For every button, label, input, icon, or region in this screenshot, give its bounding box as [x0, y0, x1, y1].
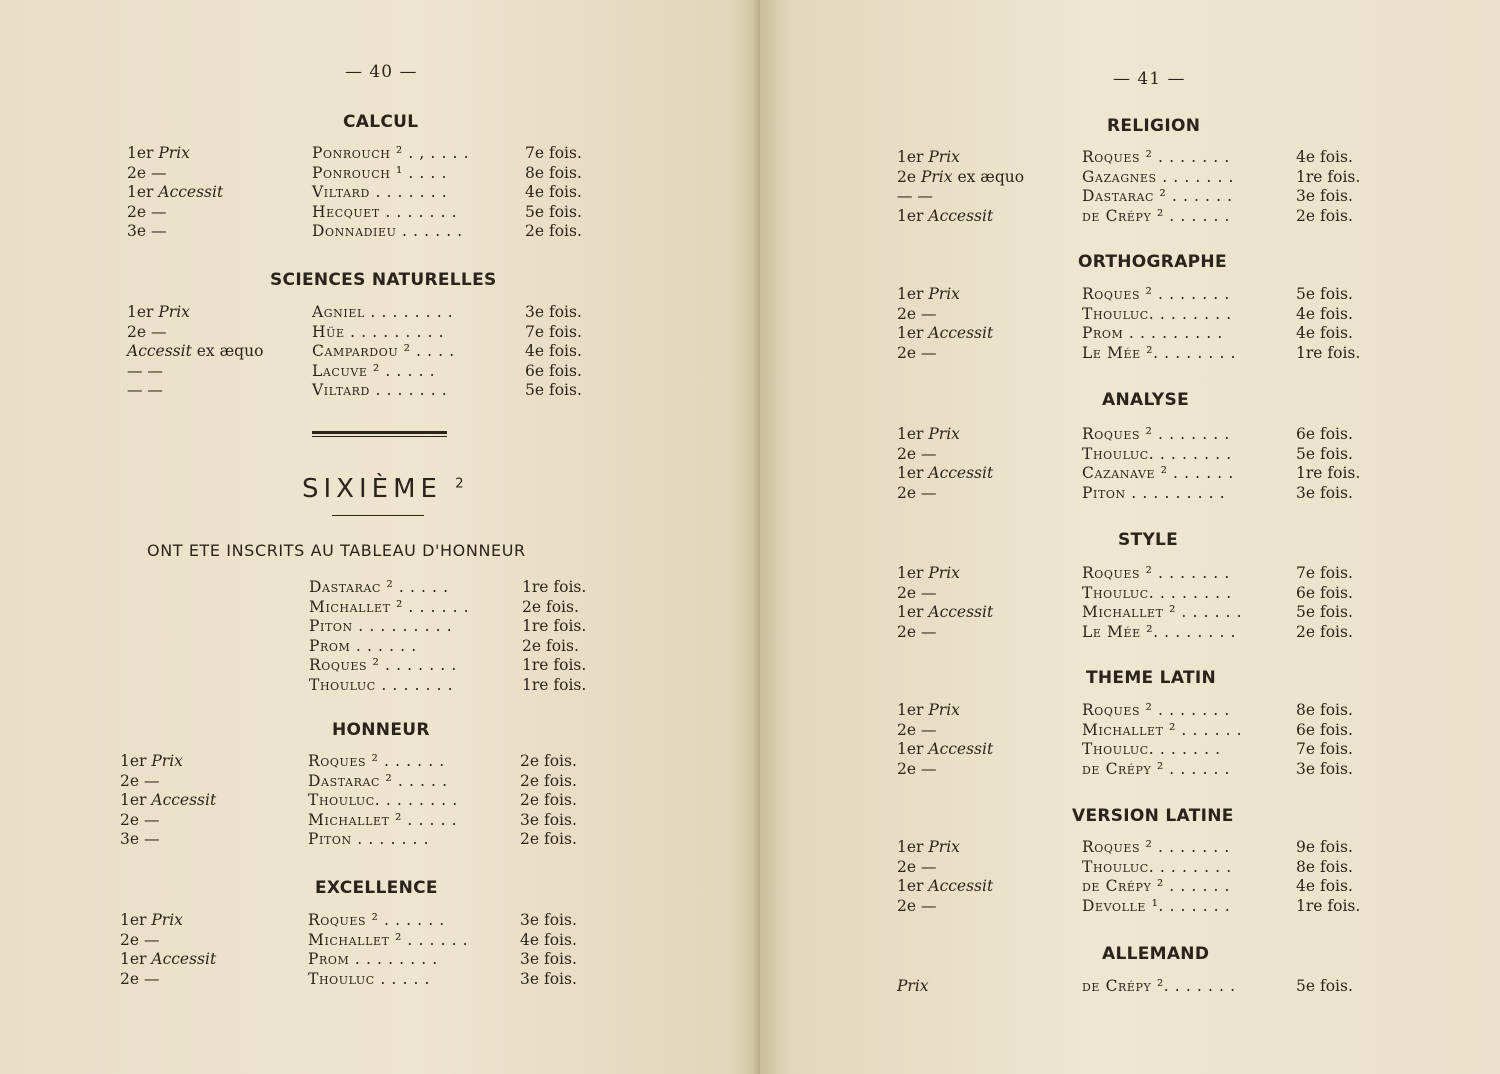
student-name: Le Mée ². . . . . . . . — [1082, 343, 1237, 362]
rank-label: 2e — — [127, 202, 167, 221]
list-item — [897, 896, 1377, 916]
rank-label: 2e — — [127, 322, 167, 341]
list-item — [897, 444, 1377, 464]
section-title-religion: RELIGION — [1107, 116, 1201, 136]
rank-label: 2e — — [897, 343, 937, 362]
student-name: Roques ² . . . . . . . — [1082, 564, 1230, 582]
student-name: Thouluc . . . . . — [308, 969, 431, 988]
student-name: Campardou ² . . . . — [312, 342, 455, 361]
student-name: de Crépy ² . . . . . . — [1082, 759, 1231, 778]
rank-label: 2e — — [897, 483, 937, 502]
rank-label: 1er Accessit — [897, 603, 994, 622]
times-count: 2e fois. — [522, 636, 579, 655]
list-item — [127, 182, 607, 202]
times-count: 2e fois. — [525, 222, 582, 241]
list-item — [897, 323, 1377, 343]
divider — [312, 431, 447, 434]
times-count: 2e fois. — [520, 791, 577, 810]
times-count: 2e fois. — [520, 752, 577, 770]
list-item — [127, 655, 607, 675]
list-item — [897, 147, 1377, 167]
student-name: Michallet ² . . . . . — [308, 810, 458, 829]
section-title-excellence: EXCELLENCE — [315, 878, 438, 898]
rank-label: 2e — — [897, 759, 937, 778]
student-name: Thouluc. . . . . . . . — [1082, 583, 1232, 602]
rank-label: Prix — [897, 977, 929, 995]
student-name: Le Mée ². . . . . . . . — [1082, 622, 1237, 641]
student-name: Viltard . . . . . . . — [312, 381, 448, 400]
student-name: Thouluc. . . . . . . . — [1082, 857, 1232, 876]
rank-label: 2e — — [897, 622, 937, 641]
list-item — [897, 976, 1377, 996]
times-count: 4e fois. — [1296, 304, 1353, 323]
student-name: de Crépy ². . . . . . . — [1082, 977, 1236, 995]
times-count: 2e fois. — [520, 830, 577, 849]
section-title-version-latine: VERSION LATINE — [1072, 806, 1234, 826]
rank-label: 3e — — [120, 830, 160, 849]
student-name: Roques ² . . . . . . — [308, 911, 445, 929]
student-name: Roques ² . . . . . . . — [1082, 701, 1230, 719]
times-count: 1re fois. — [522, 656, 587, 675]
student-name: Piton . . . . . . . . . — [309, 617, 453, 636]
list-item — [897, 700, 1377, 720]
rank-label: 2e — — [897, 444, 937, 463]
list-item — [127, 221, 607, 241]
list-item — [897, 343, 1377, 363]
list-item — [120, 751, 600, 771]
list-item — [897, 837, 1377, 857]
list-item — [127, 361, 607, 381]
divider — [332, 515, 424, 516]
student-name: Piton . . . . . . . — [308, 830, 430, 849]
rank-label: 2e — — [120, 930, 160, 949]
list-item — [120, 790, 600, 810]
list-item — [897, 284, 1377, 304]
rank-label: 2e — — [127, 163, 167, 182]
times-count: 5e fois. — [525, 202, 582, 221]
times-count: 3e fois. — [1296, 759, 1353, 778]
times-count: 4e fois. — [1296, 877, 1353, 896]
list-item — [120, 910, 600, 930]
list-item — [120, 829, 600, 849]
times-count: 8e fois. — [1296, 857, 1353, 876]
rank-label: 2e — — [897, 583, 937, 602]
list-item — [127, 341, 607, 361]
list-item — [897, 424, 1377, 444]
rank-label: 1er Prix — [127, 303, 190, 321]
section-title-sciences-naturelles: SCIENCES NATURELLES — [270, 270, 497, 290]
times-count: 6e fois. — [1296, 425, 1353, 443]
times-count: 2e fois. — [1296, 206, 1353, 225]
right-page — [760, 0, 1500, 1074]
student-name: Lacuve ² . . . . . — [312, 361, 436, 380]
rank-label: 1er Accessit — [897, 324, 994, 343]
rank-label: 1er Accessit — [897, 206, 994, 225]
student-name: Thouluc. . . . . . . . — [308, 791, 458, 810]
rank-label: 1er Accessit — [897, 740, 994, 759]
times-count: 5e fois. — [1296, 603, 1353, 622]
rank-label: 2e — — [897, 304, 937, 323]
times-count: 3e fois. — [520, 911, 577, 929]
list-item — [897, 583, 1377, 603]
list-item — [127, 322, 607, 342]
student-name: de Crépy ² . . . . . . — [1082, 877, 1231, 896]
times-count: 8e fois. — [1296, 701, 1353, 719]
rank-label: 2e — — [120, 969, 160, 988]
list-item — [120, 969, 600, 989]
list-item — [120, 930, 600, 950]
student-name: Thouluc . . . . . . . — [309, 676, 454, 694]
divider — [312, 436, 447, 437]
sixieme-superscript: 2 — [455, 476, 469, 492]
list-item — [897, 602, 1377, 622]
list-item — [120, 771, 600, 791]
times-count: 6e fois. — [525, 361, 582, 380]
rank-label: 1er Accessit — [897, 877, 994, 896]
list-item — [127, 636, 607, 656]
student-name: Michallet ² . . . . . . — [1082, 603, 1243, 622]
rank-label: 3e — — [127, 222, 167, 241]
times-count: 5e fois. — [1296, 977, 1353, 995]
student-name: de Crépy ² . . . . . . — [1082, 206, 1231, 225]
times-count: 1re fois. — [522, 617, 587, 636]
times-count: 7e fois. — [525, 322, 582, 341]
times-count: 4e fois. — [520, 930, 577, 949]
page-number: — 41 — — [1113, 69, 1186, 89]
student-name: Thouluc. . . . . . . . — [1082, 304, 1232, 323]
list-item — [127, 202, 607, 222]
rank-label: — — — [127, 381, 163, 400]
list-item — [897, 876, 1377, 896]
times-count: 7e fois. — [1296, 740, 1353, 759]
times-count: 3e fois. — [520, 969, 577, 988]
list-item — [127, 163, 607, 183]
list-item — [127, 380, 607, 400]
times-count: 2e fois. — [1296, 622, 1353, 641]
times-count: 4e fois. — [525, 342, 582, 361]
student-name: Roques ² . . . . . . . — [1082, 838, 1230, 856]
rank-label: — — — [897, 187, 933, 206]
section-title-orthographe: ORTHOGRAPHE — [1078, 252, 1227, 272]
student-name: Cazanave ² . . . . . . — [1082, 464, 1234, 483]
student-name: Donnadieu . . . . . . — [312, 222, 463, 241]
rank-label: 1er Accessit — [120, 791, 217, 810]
times-count: 4e fois. — [525, 183, 582, 202]
student-name: Michallet ² . . . . . . — [308, 930, 469, 949]
rank-label: 1er Accessit — [120, 950, 217, 969]
times-count: 5e fois. — [1296, 285, 1353, 303]
list-item — [127, 597, 607, 617]
rank-label: 2e Prix ex æquo — [897, 167, 1025, 186]
list-item — [120, 949, 600, 969]
list-item — [897, 483, 1377, 503]
list-item — [897, 167, 1377, 187]
rank-label: 1er Prix — [897, 564, 960, 582]
rank-label: Accessit ex æquo — [127, 342, 264, 361]
rank-label: — — — [127, 361, 163, 380]
student-name: Roques ² . . . . . . . — [309, 656, 457, 675]
section-title-theme-latin: THEME LATIN — [1086, 668, 1217, 688]
list-item — [897, 857, 1377, 877]
student-name: Michallet ² . . . . . . — [1082, 720, 1243, 739]
list-item — [897, 463, 1377, 483]
student-name: Hüe . . . . . . . . . — [312, 322, 445, 341]
times-count: 2e fois. — [522, 597, 579, 616]
student-name: Dastarac ² . . . . . — [308, 771, 448, 790]
student-name: Thouluc. . . . . . . — [1082, 740, 1221, 759]
list-item — [127, 675, 607, 695]
section-title-honneur: HONNEUR — [332, 720, 430, 740]
list-item — [897, 720, 1377, 740]
student-name: Prom . . . . . . — [309, 636, 417, 655]
rank-label: 1er Prix — [120, 911, 183, 929]
section-title-analyse: ANALYSE — [1102, 390, 1189, 410]
student-name: Prom . . . . . . . . . — [1082, 324, 1223, 343]
list-item — [127, 577, 607, 597]
rank-label: 1er Prix — [120, 752, 183, 770]
student-name: Roques ² . . . . . . — [308, 752, 445, 770]
rank-label: 1er Prix — [897, 285, 960, 303]
student-name: Ponrouch ² . , . . . . — [312, 144, 470, 162]
rank-label: 1er Prix — [127, 144, 190, 162]
times-count: 9e fois. — [1296, 838, 1353, 856]
rank-label: 2e — — [897, 896, 937, 915]
student-name: Gazagnes . . . . . . . — [1082, 167, 1235, 186]
times-count: 6e fois. — [1296, 583, 1353, 602]
rank-label: 1er Prix — [897, 838, 960, 856]
list-item — [897, 622, 1377, 642]
times-count: 5e fois. — [525, 381, 582, 400]
student-name: Piton . . . . . . . . . — [1082, 483, 1226, 502]
student-name: Roques ² . . . . . . . — [1082, 425, 1230, 443]
times-count: 7e fois. — [1296, 564, 1353, 582]
list-item — [127, 143, 607, 163]
rank-label: 1er Prix — [897, 701, 960, 719]
list-item — [897, 206, 1377, 226]
list-item — [897, 739, 1377, 759]
rank-label: 1er Accessit — [897, 464, 994, 483]
times-count: 3e fois. — [520, 950, 577, 969]
section-title-sixieme — [302, 474, 469, 504]
honor-roll-subtitle: ONT ETE INSCRITS AU TABLEAU D'HONNEUR — [147, 541, 526, 560]
rank-label: 2e — — [897, 720, 937, 739]
section-title-calcul: CALCUL — [343, 112, 419, 132]
student-name: Roques ² . . . . . . . — [1082, 148, 1230, 166]
times-count: 1re fois. — [1296, 167, 1361, 186]
times-count: 2e fois. — [520, 771, 577, 790]
list-item — [127, 616, 607, 636]
times-count: 1re fois. — [1296, 343, 1361, 362]
list-item — [127, 302, 607, 322]
student-name: Devolle ¹. . . . . . . — [1082, 896, 1231, 915]
rank-label: 2e — — [897, 857, 937, 876]
page-number: — 40 — — [345, 62, 418, 82]
student-name: Agniel . . . . . . . . — [312, 303, 454, 321]
list-item — [897, 304, 1377, 324]
student-name: Thouluc. . . . . . . . — [1082, 444, 1232, 463]
rank-label: 2e — — [120, 810, 160, 829]
student-name: Dastarac ² . . . . . . — [1082, 187, 1233, 206]
times-count: 4e fois. — [1296, 324, 1353, 343]
list-item — [120, 810, 600, 830]
times-count: 3e fois. — [1296, 187, 1353, 206]
times-count: 1re fois. — [1296, 464, 1361, 483]
rank-label: 2e — — [120, 771, 160, 790]
rank-label: 1er Prix — [897, 425, 960, 443]
times-count: 1re fois. — [522, 676, 587, 694]
list-item — [897, 186, 1377, 206]
times-count: 3e fois. — [525, 303, 582, 321]
student-name: Prom . . . . . . . . — [308, 950, 438, 969]
list-item — [897, 759, 1377, 779]
student-name: Hecquet . . . . . . . — [312, 202, 458, 221]
times-count: 6e fois. — [1296, 720, 1353, 739]
times-count: 3e fois. — [520, 810, 577, 829]
section-title-style: STYLE — [1118, 530, 1179, 550]
rank-label: 1er Accessit — [127, 183, 224, 202]
sixieme-title-text: SIXIÈME — [302, 474, 442, 504]
times-count: 5e fois. — [1296, 444, 1353, 463]
list-item — [897, 563, 1377, 583]
student-name: Viltard . . . . . . . — [312, 183, 448, 202]
times-count: 7e fois. — [525, 144, 582, 162]
times-count: 3e fois. — [1296, 483, 1353, 502]
rank-label: 1er Prix — [897, 148, 960, 166]
times-count: 1re fois. — [1296, 896, 1361, 915]
times-count: 1re fois. — [522, 578, 587, 596]
section-title-allemand: ALLEMAND — [1102, 944, 1210, 964]
times-count: 4e fois. — [1296, 148, 1353, 166]
times-count: 8e fois. — [525, 163, 582, 182]
student-name: Ponrouch ¹ . . . . — [312, 163, 448, 182]
student-name: Michallet ² . . . . . . — [309, 597, 470, 616]
student-name: Roques ² . . . . . . . — [1082, 285, 1230, 303]
student-name: Dastarac ² . . . . . — [309, 578, 449, 596]
